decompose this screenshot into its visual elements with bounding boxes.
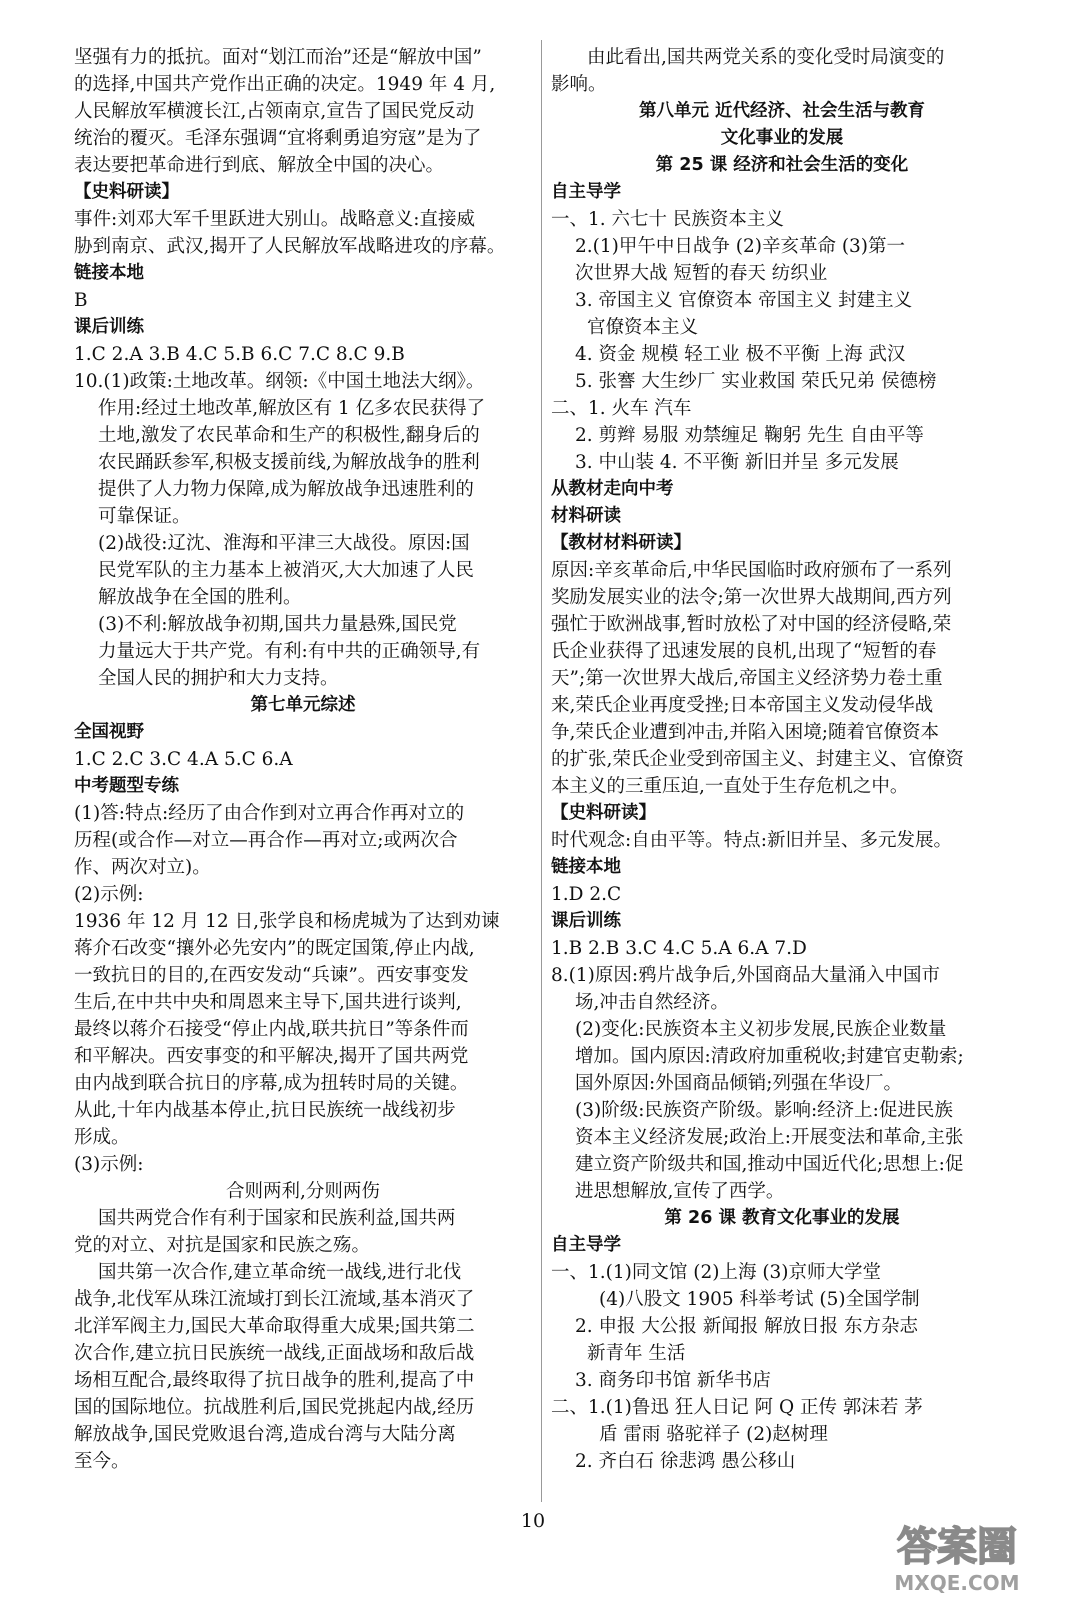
section-heading: 自主导学: [551, 1235, 621, 1255]
text-line: 氏企业获得了迅速发展的良机,出现了“短暂的春: [551, 641, 937, 662]
text-line: 二、1. 火车 汽车: [551, 398, 692, 419]
text-line: 国外原因:外国商品倾销;列强在华设厂。: [575, 1073, 902, 1094]
text-line: 影响。: [551, 74, 607, 95]
right-column: [551, 44, 1013, 1475]
text-line: 强忙于欧洲战事,暂时放松了对中国的经济侵略,荣: [551, 614, 952, 635]
section-heading: 材料研读: [551, 506, 621, 526]
section-heading: 第七单元综述: [250, 695, 356, 715]
section-heading: 【史料研读】: [551, 803, 656, 823]
text-line: 10.(1)政策:土地改革。纲领:《中国土地法大纲》。: [74, 371, 485, 392]
text-line: 3. 中山装 4. 不平衡 新旧并呈 多元发展: [575, 452, 899, 473]
text-line: 作、两次对立)。: [74, 857, 211, 878]
section-heading: 【史料研读】: [74, 182, 179, 202]
text-line: 北洋军阀主力,国民大革命取得重大成果;国共第二: [74, 1316, 475, 1337]
text-line: 党的对立、对抗是国家和民族之殇。: [74, 1235, 371, 1256]
text-line: 战争,北伐军从珠江流域打到长江流域,基本消灭了: [74, 1289, 475, 1310]
text-line: 1.C 2.C 3.C 4.A 5.C 6.A: [74, 749, 293, 770]
watermark-logo: [868, 1516, 1046, 1596]
text-line: 民党军队的主力基本上被消灭,大大加速了人民: [98, 560, 474, 581]
section-heading: 【教材材料研读】: [551, 533, 691, 553]
text-line: 的选择,中国共产党作出正确的决定。1949 年 4 月,: [74, 74, 496, 95]
section-heading: 链接本地: [74, 263, 144, 283]
text-line: 盾 雷雨 骆驼祥子 (2)赵树理: [599, 1424, 828, 1445]
text-line: 蒋介石改变“攘外必先安内”的既定国策,停止内战,: [74, 938, 475, 959]
text-line: 场,冲击自然经济。: [575, 992, 729, 1013]
text-line: 事件:刘邓大军千里跃进大别山。战略意义:直接威: [74, 209, 475, 230]
text-line: 和平解决。西安事变的和平解决,揭开了国共两党: [74, 1046, 469, 1067]
text-line: (3)不利:解放战争初期,国共力量悬殊,国民党: [98, 614, 457, 635]
section-heading: 第八单元 近代经济、社会生活与教育: [638, 101, 926, 121]
text-line: 力量远大于共产党。有利:有中共的正确领导,有: [98, 641, 481, 662]
watermark-text: 答案圈: [897, 1524, 1017, 1570]
text-line: 2.(1)甲午中日战争 (2)辛亥革命 (3)第一: [575, 236, 906, 257]
text-line: 提供了人力物力保障,成为解放战争迅速胜利的: [98, 479, 474, 500]
text-line: 2. 齐白石 徐悲鸿 愚公移山: [575, 1451, 796, 1472]
text-line: 形成。: [74, 1127, 130, 1148]
text-line: B: [74, 290, 88, 311]
section-heading: 课后训练: [551, 911, 621, 931]
text-line: (1)答:特点:经历了由合作到对立再合作再对立的: [74, 803, 465, 824]
section-heading: 链接本地: [551, 857, 621, 877]
text-line: (2)战役:辽沈、淮海和平津三大战役。原因:国: [98, 533, 470, 554]
text-line: 解放战争,国民党败退台湾,造成台湾与大陆分离: [74, 1424, 456, 1445]
text-line: 至今。: [74, 1451, 130, 1472]
text-line: 2. 申报 大公报 新闻报 解放日报 东方杂志: [575, 1316, 919, 1337]
text-line: (3)阶级:民族资产阶级。影响:经济上:促进民族: [575, 1100, 953, 1121]
text-line: 1.D 2.C: [551, 884, 622, 905]
text-line: 1.C 2.A 3.B 4.C 5.B 6.C 7.C 8.C 9.B: [74, 344, 405, 365]
text-line: 合则两利,分则两伤: [226, 1181, 380, 1202]
text-line: 一致抗日的目的,在西安发动“兵谏”。西安事变发: [74, 965, 469, 986]
text-line: (4)八股文 1905 科举考试 (5)全国学制: [599, 1289, 920, 1310]
text-line: (2)示例:: [74, 884, 144, 905]
text-line: 来,荣氏企业再度受挫;日本帝国主义发动侵华战: [551, 695, 934, 716]
text-line: 3. 帝国主义 官僚资本 帝国主义 封建主义: [575, 290, 913, 311]
text-line: 1936 年 12 月 12 日,张学良和杨虎城为了达到劝谏: [74, 911, 500, 932]
section-heading: 中考题型专练: [74, 776, 179, 796]
text-line: 场相互配合,最终取得了抗日战争的胜利,提高了中: [74, 1370, 475, 1391]
text-line: 解放战争在全国的胜利。: [98, 587, 302, 608]
page-number: 10: [520, 1510, 546, 1532]
text-line: 生后,在中共中央和周恩来主导下,国共进行谈判,: [74, 992, 462, 1013]
text-line: 表达要把革命进行到底、解放全中国的决心。: [74, 155, 445, 176]
text-line: 原因:辛亥革命后,中华民国临时政府颁布了一系列: [551, 560, 952, 581]
text-line: 胁到南京、武汉,揭开了人民解放军战略进攻的序幕。: [74, 236, 506, 257]
section-heading: 第 25 课 经济和社会生活的变化: [655, 155, 909, 175]
text-line: 本主义的三重压迫,一直处于生存危机之中。: [551, 776, 909, 797]
text-line: 次合作,建立抗日民族统一战线,正面战场和敌后战: [74, 1343, 475, 1364]
text-line: 5. 张謇 大生纱厂 实业救国 荣氏兄弟 侯德榜: [575, 371, 937, 392]
text-line: 1.B 2.B 3.C 4.C 5.A 6.A 7.D: [551, 938, 807, 959]
text-line: 时代观念:自由平等。特点:新旧并呈、多元发展。: [551, 830, 952, 851]
text-line: 统治的覆灭。毛泽东强调“宜将剩勇追穷寇”是为了: [74, 128, 482, 149]
text-line: 一、1. 六七十 民族资本主义: [551, 209, 784, 230]
text-line: 国共第一次合作,建立革命统一战线,进行北伐: [98, 1262, 462, 1283]
text-line: 建立资产阶级共和国,推动中国近代化;思想上:促: [575, 1154, 964, 1175]
text-line: 一、1.(1)同文馆 (2)上海 (3)京师大学堂: [551, 1262, 882, 1283]
text-line: 由内战到联合抗日的序幕,成为扭转时局的关键。: [74, 1073, 469, 1094]
section-heading: 自主导学: [551, 182, 621, 202]
text-line: 国的国际地位。抗战胜利后,国民党挑起内战,经历: [74, 1397, 475, 1418]
section-heading: 课后训练: [74, 317, 144, 337]
text-line: 3. 商务印书馆 新华书店: [575, 1370, 771, 1391]
text-line: 最终以蒋介石接受“停止内战,联共抗日”等条件而: [74, 1019, 469, 1040]
text-line: 二、1.(1)鲁迅 狂人日记 阿 Q 正传 郭沫若 茅: [551, 1397, 923, 1418]
text-line: 官僚资本主义: [587, 317, 699, 338]
text-line: 8.(1)原因:鸦片战争后,外国商品大量涌入中国市: [551, 965, 940, 986]
text-line: 资本主义经济发展;政治上:开展变法和革命,主张: [575, 1127, 964, 1148]
text-line: 的扩张,荣氏企业受到帝国主义、封建主义、官僚资: [551, 749, 964, 770]
text-line: 2. 剪辫 易服 劝禁缠足 鞠躬 先生 自由平等: [575, 425, 924, 446]
text-line: (2)变化:民族资本主义初步发展,民族企业数量: [575, 1019, 947, 1040]
text-line: 土地,激发了农民革命和生产的积极性,翻身后的: [98, 425, 480, 446]
text-line: 天”;第一次世界大战后,帝国主义经济势力卷土重: [551, 668, 943, 689]
text-line: 次世界大战 短暂的春天 纺织业: [575, 263, 828, 284]
text-line: 作用:经过土地改革,解放区有 1 亿多农民获得了: [98, 398, 486, 419]
text-line: 争,荣氏企业遭到冲击,并陷入困境;随着官僚资本: [551, 722, 939, 743]
text-line: 4. 资金 规模 轻工业 极不平衡 上海 武汉: [575, 344, 906, 365]
text-line: 历程(或合作—对立—再合作—再对立;或两次合: [74, 830, 458, 851]
text-line: 可靠保证。: [98, 506, 191, 527]
left-column: [74, 44, 532, 1475]
section-heading: 从教材走向中考: [551, 479, 674, 499]
watermark-url: MXQE.COM: [894, 1571, 1020, 1595]
text-line: 农民踊跃参军,积极支援前线,为解放战争的胜利: [98, 452, 480, 473]
text-line: 新青年 生活: [587, 1343, 686, 1364]
section-heading: 文化事业的发展: [720, 128, 844, 148]
text-line: 由此看出,国共两党关系的变化受时局演变的: [587, 47, 945, 68]
text-line: 坚强有力的抵抗。面对“划江而治”还是“解放中国”: [74, 47, 482, 68]
text-line: 人民解放军横渡长江,占领南京,宣告了国民党反动: [74, 101, 475, 122]
section-heading: 全国视野: [74, 722, 144, 742]
text-line: 国共两党合作有利于国家和民族利益,国共两: [98, 1208, 456, 1229]
text-line: 全国人民的拥护和大力支持。: [98, 668, 339, 689]
text-line: 从此,十年内战基本停止,抗日民族统一战线初步: [74, 1100, 456, 1121]
text-line: 增加。国内原因:清政府加重税收;封建官吏勒索;: [575, 1046, 964, 1067]
text-line: (3)示例:: [74, 1154, 144, 1175]
text-line: 奖励发展实业的法令;第一次世界大战期间,西方列: [551, 587, 952, 608]
text-line: 进思想解放,宣传了西学。: [575, 1181, 785, 1202]
column-divider: [541, 40, 542, 1502]
section-heading: 第 26 课 教育文化事业的发展: [664, 1208, 900, 1228]
